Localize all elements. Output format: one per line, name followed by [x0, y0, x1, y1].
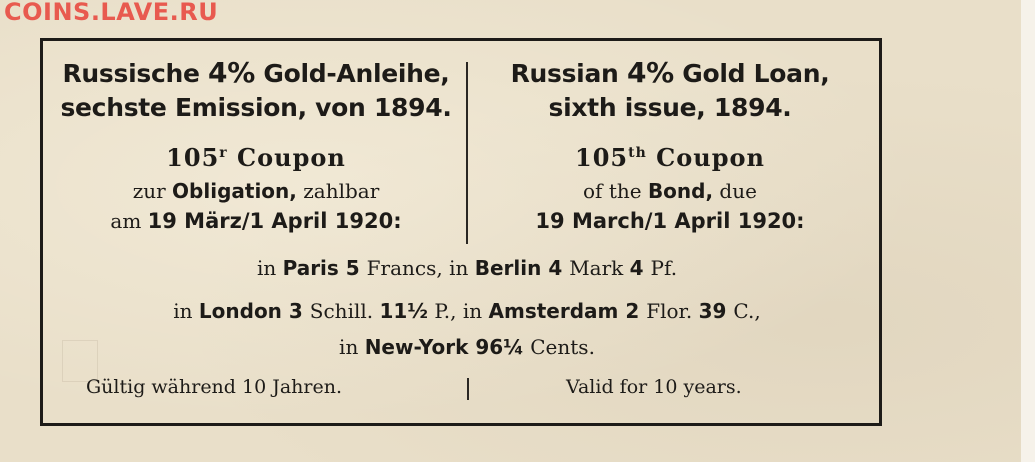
english-title-line2: sixth issue, 1894.	[548, 93, 792, 122]
payment-row-3: in New-York 96¼ Cents.	[339, 335, 595, 359]
validity-english: Valid for 10 years.	[566, 376, 742, 398]
watermark: COINS.LAVE.RU	[4, 0, 219, 26]
german-title-line2: sechste Emission, von 1894.	[60, 93, 452, 122]
english-date-line: 19 March/1 April 1920:	[535, 209, 805, 233]
paper-edge	[1021, 0, 1035, 462]
german-coupon-number: 105$^r$ Coupon	[166, 143, 346, 172]
city-paris: Paris	[282, 256, 339, 280]
english-column	[460, 56, 880, 236]
city-new-york: New-York	[364, 335, 469, 359]
city-amsterdam: Amsterdam	[488, 299, 619, 323]
german-obligation-line: zur Obligation, zahlbar	[132, 179, 380, 203]
payment-row-2: in London 3 Schill. 11½ P., in Amsterdam 2 Flor. 39 C.,	[173, 299, 761, 323]
german-column	[46, 56, 466, 236]
validity-german: Gültig während 10 Jahren.	[86, 376, 342, 398]
english-bond-line: of the Bond, due	[583, 179, 757, 203]
english-coupon-number: 105th Coupon	[575, 143, 765, 172]
english-title-line1: Russian 4% Gold Loan,	[510, 56, 830, 89]
german-title-line1: Russische 4% Gold-Anleihe,	[62, 56, 450, 89]
payment-row-1: in Paris 5 Francs, in Berlin 4 Mark 4 Pf.	[256, 256, 678, 280]
validity-divider	[467, 378, 469, 400]
city-berlin: Berlin	[474, 256, 542, 280]
city-london: London	[198, 299, 282, 323]
german-date-line: am 19 März/1 April 1920:	[110, 209, 402, 233]
